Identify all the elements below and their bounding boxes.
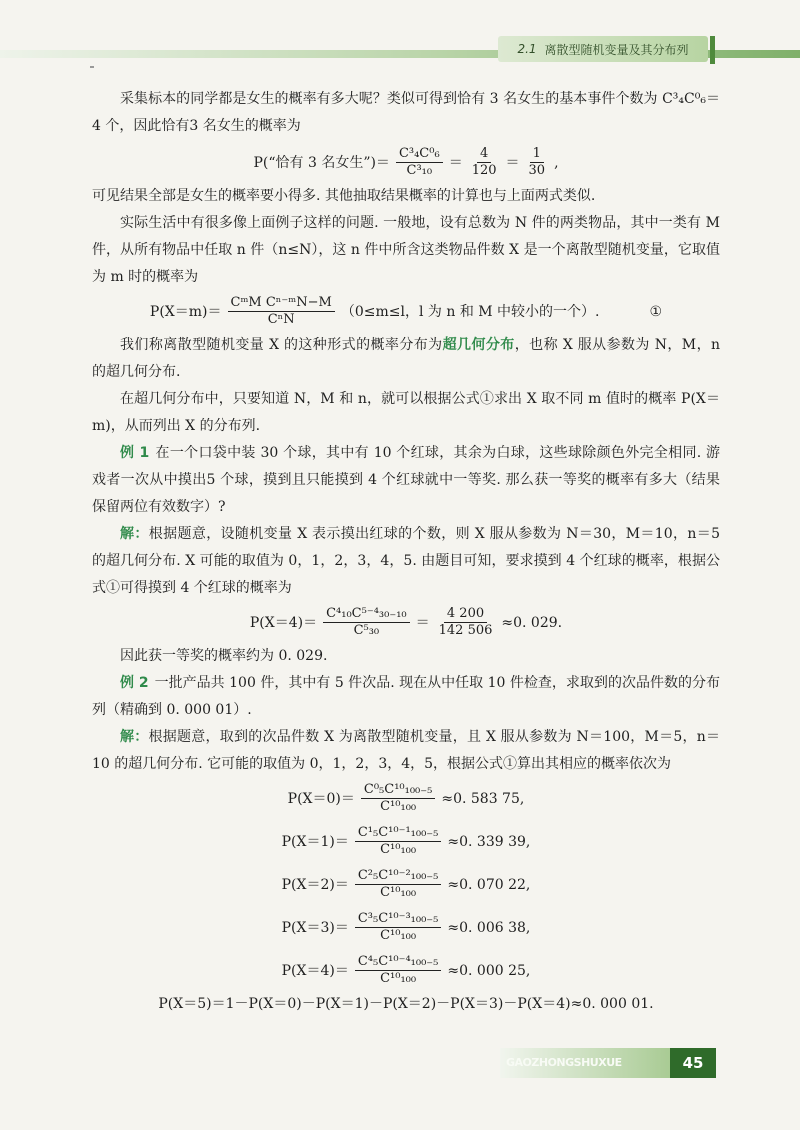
decorative-dot	[90, 66, 94, 68]
formula-px5	[92, 997, 720, 1011]
footer-series: GAOZHONGSHUXUE	[506, 1056, 622, 1069]
formula-condition: （0≤m≤l，l 为 n 和 M 中较小的一个）.	[340, 303, 600, 320]
formula-lhs: P(“恰有 3 名女生”)＝	[253, 154, 390, 171]
term-highlight: 超几何分布	[442, 337, 515, 353]
fraction-denominator: 30	[528, 163, 546, 178]
paragraph-definition	[92, 332, 720, 386]
formula-px1	[92, 825, 720, 858]
formula-px0	[92, 782, 720, 815]
formula-three-girls: P(“恰有 3 名女生”)＝ $\frac{\text{C³₄C⁰₆}}{\text{C³₁₀}}$ ＝ $\frac{4}{120}$ ＝ $\frac{1}{30}$ ,	[253, 146, 559, 178]
fraction-numerator: C³₅C¹⁰⁻³₁₀₀₋₅	[355, 911, 442, 928]
fraction	[361, 782, 435, 815]
example-text: 一批产品共 100 件，其中有 5 件次品. 现在从中任取 10 件检查，求取到的次品件数的分布列（精确到 0. 000 01）.	[92, 675, 720, 718]
page-number: 45	[670, 1048, 716, 1078]
example-label: 例 1	[120, 445, 150, 461]
formula-value: ≈0. 006 38,	[447, 919, 531, 936]
fraction-numerator: 1	[530, 146, 544, 163]
formula-lhs: P(X＝0)＝	[287, 790, 355, 807]
formula-lhs: P(X＝4)＝	[249, 614, 318, 631]
fraction-numerator: C⁴₅C¹⁰⁻⁴₁₀₀₋₅	[355, 954, 442, 971]
formula-tail: ,	[554, 154, 559, 171]
paragraph-general: 实际生活中有很多像上面例子这样的问题. 一般地，设有总数为 N 件的两类物品，其中一类有 M 件，从所有物品中任取 n 件（n≤N），这 n 件中所含这类物品件数 X 是一个离散型随机变量，它取值为 m 时的概率为	[92, 215, 720, 285]
fraction-denominator: CⁿN	[267, 312, 295, 327]
fraction-main	[228, 295, 335, 328]
fraction-2	[469, 146, 500, 179]
formula-value: ≈0. 339 39,	[447, 833, 531, 850]
fraction-denominator: C¹⁰₁₀₀	[380, 971, 417, 986]
example-1	[92, 440, 720, 521]
fraction-numerator: 4 200	[444, 606, 487, 623]
fraction-numeric	[436, 606, 496, 639]
fraction-numerator: C³₄C⁰₆	[396, 146, 443, 163]
solution-text: 根据题意，取到的次品件数 X 为离散型随机变量，且 X 服从参数为 N＝100，M＝5，n＝10 的超几何分布. 它可能的取值为 0，1，2，3，4，5，根据公式①算出其相应的概率依次为	[92, 729, 720, 772]
fraction-combination	[323, 606, 410, 639]
fraction-denominator: C¹⁰₁₀₀	[380, 799, 417, 814]
example-label: 例 2	[120, 675, 149, 691]
section-title: 离散型随机变量及其分布列	[544, 42, 689, 57]
fraction	[355, 911, 442, 944]
paragraph-conclusion: 可见结果全部是女生的概率要小得多. 其他抽取结果概率的计算也与上面两式类似.	[92, 188, 596, 204]
fraction-denominator: C¹⁰₁₀₀	[380, 885, 417, 900]
formula-list	[92, 782, 720, 987]
header-edge-mark	[710, 36, 715, 64]
fraction-1	[396, 146, 443, 179]
fraction-numerator: C²₅C¹⁰⁻²₁₀₀₋₅	[355, 868, 442, 885]
solution-label: 解：	[120, 729, 149, 745]
fraction-numerator: 4	[477, 146, 491, 163]
example-2	[92, 670, 720, 724]
formula-example-1: P(X＝4)＝ $\frac{\text{C⁴₁₀C⁵⁻⁴₃₀₋₁₀}}{\text{C⁵₃₀}}$ ＝ $\frac{4 200}{142 506}$ ≈0. 029.	[249, 606, 563, 638]
formula-approx: ≈0. 029.	[501, 614, 563, 631]
formula-value: ≈0. 583 75,	[441, 790, 525, 807]
fraction-3	[526, 146, 549, 179]
fraction-numerator: CᵐM Cⁿ⁻ᵐN−M	[228, 295, 335, 312]
fraction-numerator: C¹₅C¹⁰⁻¹₁₀₀₋₅	[355, 825, 442, 842]
definition-post: ，也称 X 服从参数为 N，M，n 的超几何分布.	[92, 337, 721, 380]
fraction	[355, 825, 442, 858]
page-content	[92, 86, 720, 1013]
fraction	[355, 954, 442, 987]
paragraph-usage: 在超几何分布中，只要知道 N，M 和 n，就可以根据公式①求出 X 取不同 m 值时的概率 P(X＝m)，从而列出 X 的分布列.	[92, 391, 720, 434]
solution-1	[92, 521, 720, 602]
formula-value: ≈0. 000 25,	[447, 962, 531, 979]
formula-lhs: P(X＝3)＝	[281, 919, 349, 936]
formula-px3	[92, 911, 720, 944]
fraction-denominator: C⁵₃₀	[353, 623, 380, 638]
formula-px2	[92, 868, 720, 901]
solution-label: 解：	[120, 526, 149, 542]
example-text: 在一个口袋中装 30 个球，其中有 10 个红球，其余为白球，这些球除颜色外完全相同. 游戏者一次从中摸出5 个球，摸到且只能摸到 4 个红球就中一等奖. 那么获一等奖的概率有多大（结果保留两位有效数字）?	[92, 445, 721, 515]
definition-pre: 我们称离散型随机变量 X 的这种形式的概率分布为	[120, 337, 443, 353]
section-number: 2.1	[517, 42, 537, 56]
formula-marker: ①	[649, 303, 663, 320]
formula-lhs: P(X＝2)＝	[281, 876, 349, 893]
section-header	[498, 36, 708, 62]
fraction-denominator: 142 506	[438, 623, 493, 638]
formula-lhs: P(X＝m)＝	[149, 303, 222, 320]
solution-text: 根据题意，设随机变量 X 表示摸出红球的个数，则 X 服从参数为 N＝30，M＝10，n＝5 的超几何分布. X 可能的取值为 0，1，2，3，4，5. 由题目可知，要求摸到 4 个红球的概率，根据公式①可得摸到 4 个红球的概率为	[92, 526, 720, 596]
formula-value: ≈0. 070 22,	[447, 876, 531, 893]
fraction-numerator: C⁰₅C¹⁰₁₀₀₋₅	[361, 782, 435, 799]
fraction	[355, 868, 442, 901]
fraction-denominator: C³₁₀	[406, 163, 433, 178]
page-footer	[500, 1048, 716, 1078]
fraction-denominator: C¹⁰₁₀₀	[380, 842, 417, 857]
fraction-denominator: 120	[471, 163, 497, 178]
example-1-conclusion: 因此获一等奖的概率约为 0. 029.	[120, 648, 328, 664]
formula-hypergeometric	[92, 295, 720, 328]
formula-lhs: P(X＝1)＝	[281, 833, 349, 850]
formula-px4	[92, 954, 720, 987]
formula-lhs: P(X＝4)＝	[281, 962, 349, 979]
solution-2	[92, 724, 720, 778]
paragraph-intro: 采集标本的同学都是女生的概率有多大呢？类似可得到恰有 3 名女生的基本事件个数为 C³₄C⁰₆＝4 个，因此恰有3 名女生的概率为	[92, 91, 720, 134]
fraction-denominator: C¹⁰₁₀₀	[380, 928, 417, 943]
formula-final: P(X＝5)＝1－P(X＝0)－P(X＝1)－P(X＝2)－P(X＝3)－P(X＝4)≈0. 000 01.	[158, 996, 654, 1012]
fraction-numerator: C⁴₁₀C⁵⁻⁴₃₀₋₁₀	[323, 606, 410, 623]
